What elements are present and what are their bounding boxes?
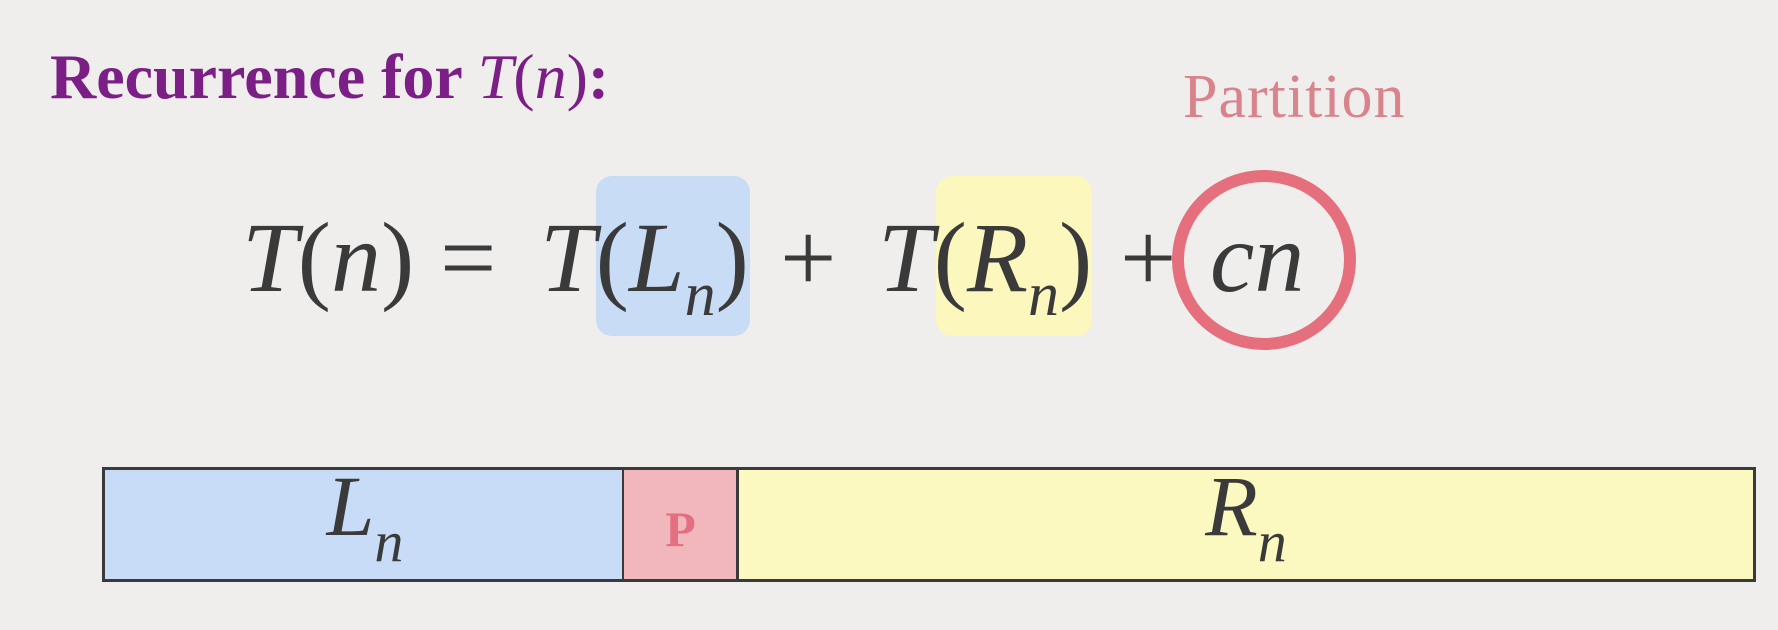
term-right-recursive <box>878 202 1093 329</box>
left-seg-sub: n <box>374 508 404 574</box>
lhs-arg: n <box>330 202 381 313</box>
plus-sign-1: + <box>780 202 837 313</box>
term1-var: L <box>628 202 685 313</box>
heading-prefix: Recurrence for <box>50 41 478 112</box>
term1-func: T <box>540 202 596 313</box>
right-segment-label <box>1205 457 1287 574</box>
recurrence-heading <box>50 40 609 114</box>
left-seg-var: L <box>326 457 375 554</box>
term-left-recursive <box>540 202 749 329</box>
right-partition-segment <box>736 457 1756 582</box>
lhs-open: ( <box>297 202 331 313</box>
lhs-close: ) <box>380 202 415 313</box>
heading-arg: n <box>534 41 567 112</box>
heading-open: ( <box>513 41 535 112</box>
partition-circle <box>1172 170 1356 350</box>
term2-var: R <box>966 202 1029 313</box>
pivot-segment <box>622 467 739 582</box>
term1-open: ( <box>595 202 629 313</box>
partition-label: Partition <box>1183 63 1406 131</box>
left-partition-segment <box>102 457 625 582</box>
heading-func: T <box>477 41 514 112</box>
lhs-func: T <box>242 202 298 313</box>
equals-sign: = <box>440 202 497 313</box>
right-seg-sub: n <box>1257 508 1287 574</box>
term2-close: ) <box>1059 202 1093 313</box>
term1-close: ) <box>715 202 749 313</box>
pivot-label: P <box>665 500 696 557</box>
heading-suffix: : <box>587 41 610 112</box>
plus-sign-2: + <box>1120 202 1177 313</box>
equation-lhs <box>242 202 415 313</box>
heading-close: ) <box>566 41 588 112</box>
term3-text: cn <box>1210 202 1305 313</box>
term2-open: ( <box>933 202 967 313</box>
term1-sub: n <box>684 261 716 329</box>
right-seg-var: R <box>1205 457 1258 554</box>
term2-sub: n <box>1028 261 1060 329</box>
term2-func: T <box>878 202 934 313</box>
left-segment-label <box>326 457 404 574</box>
